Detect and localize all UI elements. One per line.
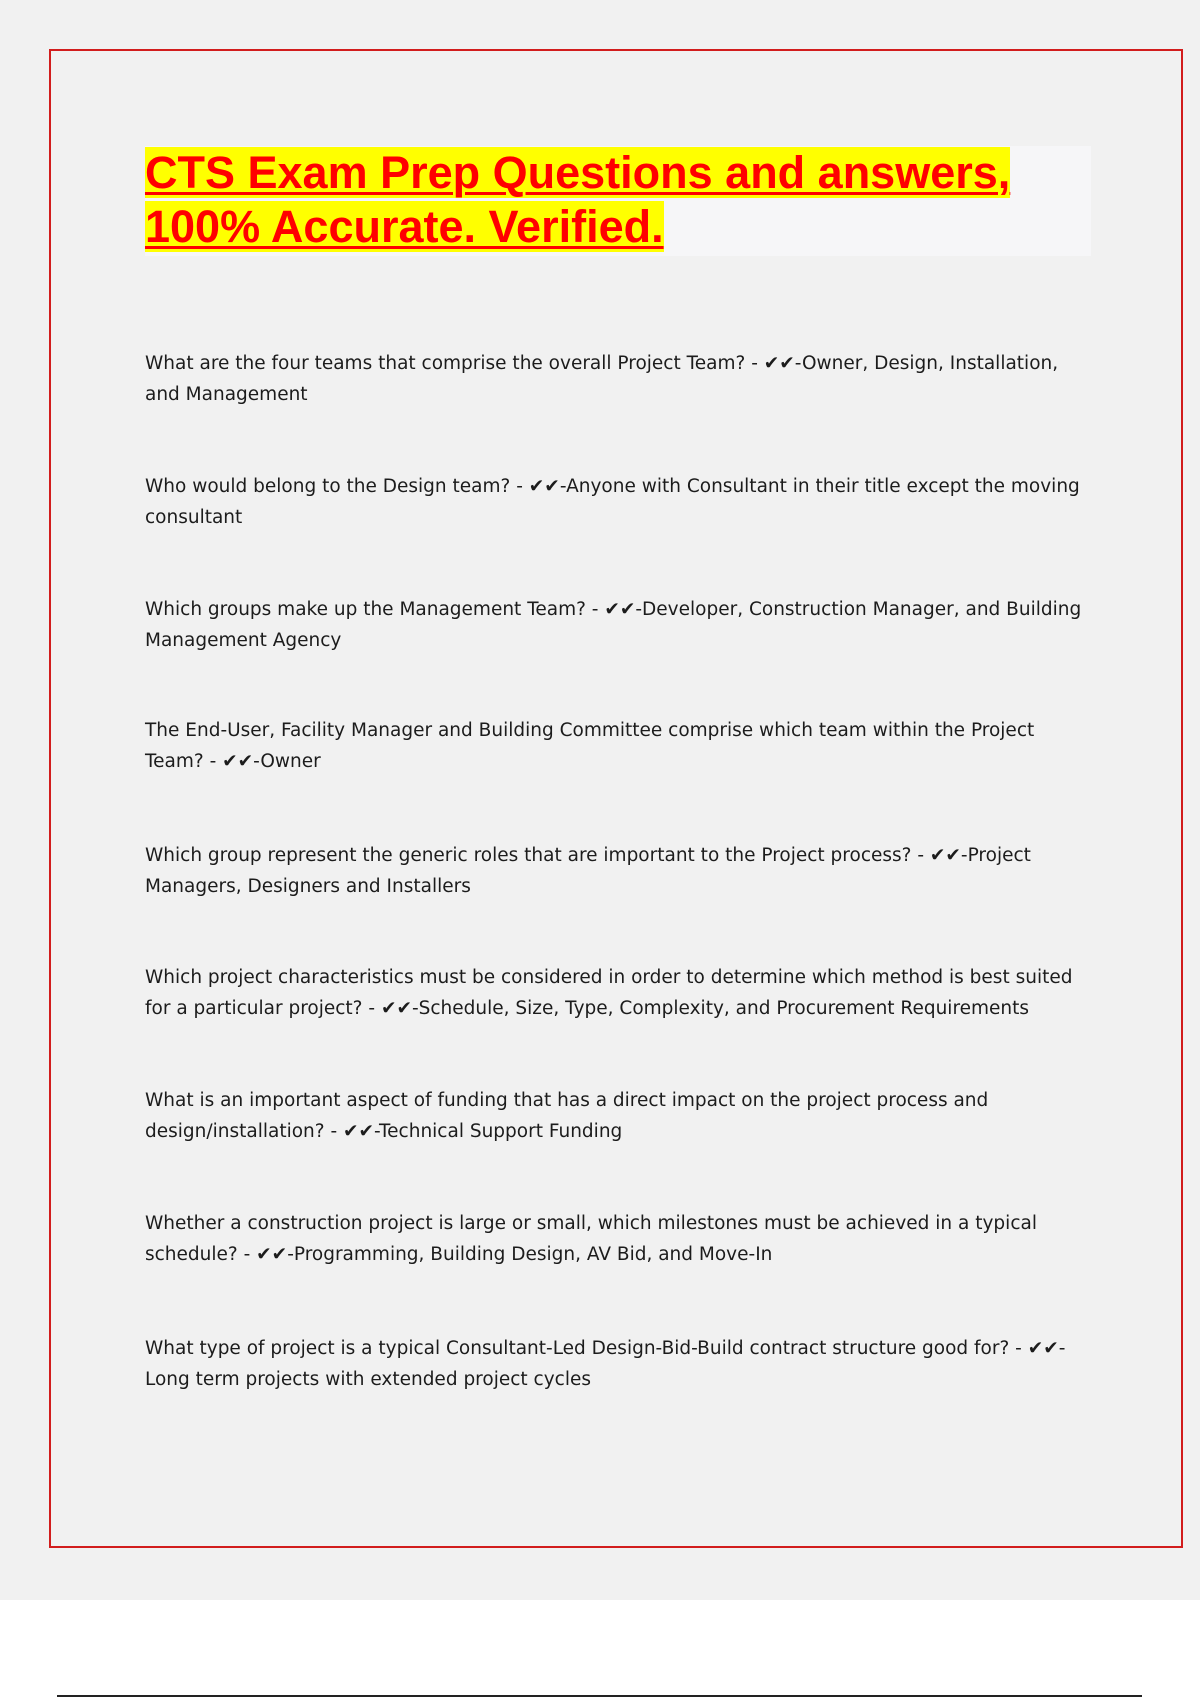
qa-separator: -	[745, 353, 764, 374]
double-check-icon: ✔✔	[929, 845, 961, 866]
document-title	[145, 146, 1091, 254]
page-border	[49, 49, 1183, 1548]
qa-answer: -Programming, Building Design, AV Bid, and Move-In	[287, 1244, 773, 1265]
qa-question: The End-User, Facility Manager and Building Committee comprise which team within the Project Team?	[145, 720, 1035, 772]
qa-separator: -	[585, 599, 605, 620]
double-check-icon: ✔✔	[380, 998, 412, 1019]
double-check-icon: ✔✔	[763, 353, 795, 374]
qa-question: Who would belong to the Design team?	[145, 476, 511, 497]
qa-question: Which group represent the generic roles that are important to the Project process?	[145, 845, 912, 866]
qa-item	[145, 1085, 1095, 1147]
qa-answer: -Long term projects with extended project cycles	[145, 1338, 1066, 1390]
qa-answer: -Schedule, Size, Type, Complexity, and Procurement Requirements	[411, 998, 1030, 1019]
qa-item	[145, 594, 1095, 656]
qa-question: What is an important aspect of funding that has a direct impact on the project process and design/installation?	[145, 1090, 989, 1142]
footer-divider	[57, 1695, 1142, 1697]
qa-answer: -Owner, Design, Installation, and Management	[145, 353, 1059, 405]
double-check-icon: ✔✔	[604, 599, 636, 620]
qa-separator: -	[510, 476, 529, 497]
qa-answer: -Project Managers, Designers and Installers	[145, 845, 1031, 897]
qa-answer: -Owner	[253, 751, 321, 772]
qa-question: Which groups make up the Management Team?	[145, 599, 586, 620]
title-line-1: CTS Exam Prep Questions and answers,	[145, 147, 1011, 198]
qa-separator: -	[1009, 1338, 1028, 1359]
qa-item	[145, 1333, 1095, 1395]
double-check-icon: ✔✔	[222, 751, 254, 772]
qa-separator: -	[362, 998, 381, 1019]
qa-question: What type of project is a typical Consultant-Led Design-Bid-Build contract structure good for?	[145, 1338, 1010, 1359]
double-check-icon: ✔✔	[1027, 1338, 1059, 1359]
qa-question: What are the four teams that comprise the overall Project Team?	[145, 353, 746, 374]
qa-item	[145, 1208, 1095, 1270]
qa-question: Whether a construction project is large or small, which milestones must be achieved in a typical schedule?	[145, 1213, 1037, 1265]
qa-separator: -	[237, 1244, 257, 1265]
qa-item	[145, 471, 1095, 533]
double-check-icon: ✔✔	[528, 476, 560, 497]
qa-separator: -	[911, 845, 930, 866]
title-line-2: 100% Accurate. Verified.	[145, 201, 664, 252]
qa-item	[145, 962, 1095, 1024]
qa-item	[145, 840, 1095, 902]
qa-question: Which project characteristics must be considered in order to determine which method is best suited for a particular project?	[145, 967, 1073, 1019]
qa-item	[145, 348, 1095, 410]
qa-answer: -Developer, Construction Manager, and Building Management Agency	[145, 599, 1082, 651]
double-check-icon: ✔✔	[256, 1244, 288, 1265]
double-check-icon: ✔✔	[343, 1121, 375, 1142]
qa-separator: -	[324, 1121, 344, 1142]
qa-answer: -Technical Support Funding	[374, 1121, 623, 1142]
qa-item	[145, 715, 1095, 777]
qa-answer: -Anyone with Consultant in their title except the moving consultant	[145, 476, 1080, 528]
qa-separator: -	[203, 751, 223, 772]
